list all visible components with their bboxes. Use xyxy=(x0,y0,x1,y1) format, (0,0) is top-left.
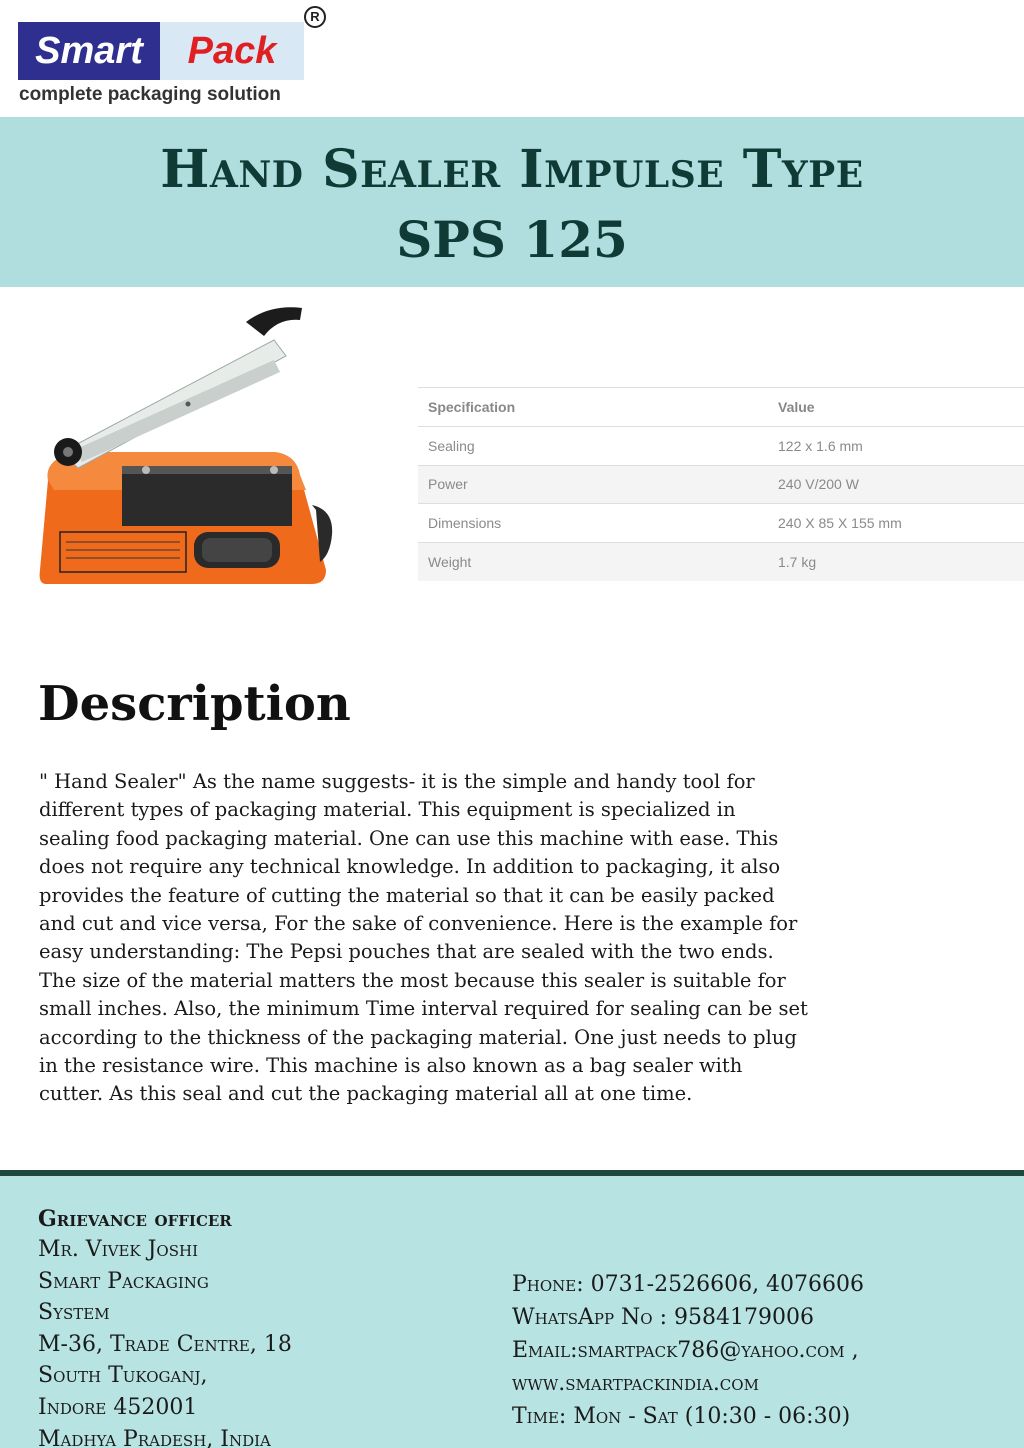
spec-name: Dimensions xyxy=(418,504,768,543)
spec-value: 240 X 85 X 155 mm xyxy=(768,504,1024,543)
grievance-line: Madhya Pradesh, India xyxy=(38,1426,271,1448)
column-header-specification: Specification xyxy=(418,388,768,427)
grievance-officer-block xyxy=(38,1204,292,1448)
table-row xyxy=(418,465,1024,504)
spec-name: Power xyxy=(418,465,768,504)
grievance-line: Mr. Vivek Joshi xyxy=(38,1237,198,1262)
logo-wordmark xyxy=(18,22,304,80)
contact-email-link[interactable]: Email:smartpack786@yahoo.com , xyxy=(512,1338,859,1363)
table-row xyxy=(418,504,1024,543)
model-number: SPS 125 xyxy=(396,210,628,269)
logo-smart-text: Smart xyxy=(18,22,160,80)
title-banner xyxy=(0,117,1024,287)
spec-value: 240 V/200 W xyxy=(768,465,1024,504)
table-row xyxy=(418,543,1024,582)
table-header-row xyxy=(418,388,1024,427)
spec-name: Sealing xyxy=(418,426,768,465)
column-header-value: Value xyxy=(768,388,1024,427)
grievance-line: M-36, Trade Centre, 18 xyxy=(38,1331,292,1357)
footer xyxy=(0,1170,1024,1448)
grievance-line: Indore 452001 xyxy=(38,1394,198,1420)
specification-table xyxy=(418,387,1024,581)
logo-pack-text: Pack xyxy=(160,22,304,80)
contact-block xyxy=(512,1268,864,1433)
website-link[interactable]: www.smartpackindia.com xyxy=(512,1371,759,1396)
contact-phone: Phone: 0731-2526606, 4076606 xyxy=(512,1272,865,1297)
brand-logo xyxy=(18,6,338,110)
contact-whatsapp: WhatsApp No : 9584179006 xyxy=(512,1305,814,1330)
page-title: Hand Sealer Impulse Type xyxy=(160,139,864,200)
spec-name: Weight xyxy=(418,543,768,582)
business-hours: Time: Mon - Sat (10:30 - 06:30) xyxy=(512,1404,851,1429)
hand-sealer-image xyxy=(34,300,344,590)
description-heading: Description xyxy=(38,676,351,732)
spec-value: 1.7 kg xyxy=(768,543,1024,582)
grievance-heading: Grievance officer xyxy=(38,1206,232,1232)
grievance-line: System xyxy=(38,1300,110,1326)
logo-tagline: complete packaging solution xyxy=(19,84,281,105)
grievance-line: Smart Packaging xyxy=(38,1268,209,1294)
grievance-line: South Tukoganj, xyxy=(38,1363,208,1389)
table-row xyxy=(418,426,1024,465)
registered-mark-icon: R xyxy=(304,6,326,28)
description-text: " Hand Sealer" As the name suggests- it is the simple and handy tool for different types of packaging material. This equipment is specialized in sealing food packaging material. One can use this machine with ease. This does not require any technical knowledge. In addition to packaging, it also provides the feature of cutting the material so that it can be easily packed and cut and vice versa, For the sake of convenience. Here is the example for easy understanding: The Pepsi pouches that are sealed with the two ends. The size of the material matters the most because this sealer is suitable for small inches. Also, the minimum Time interval required for sealing can be set according to the thickness of the packaging material. One just needs to plug in the resistance wire. This machine is also known as a bag sealer with cutter. As this seal and cut the packaging material all at one time. xyxy=(39,770,808,1106)
spec-value: 122 x 1.6 mm xyxy=(768,426,1024,465)
